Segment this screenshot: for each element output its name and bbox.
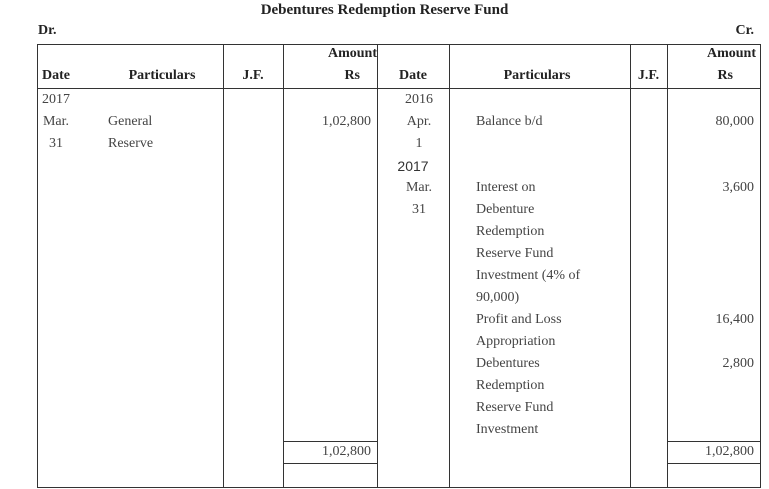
credit-date-year: 2016 [405, 92, 433, 107]
credit-label: Cr. [735, 23, 754, 38]
header-particulars: Particulars [128, 68, 196, 83]
credit-date-day: 31 [412, 202, 426, 217]
debit-total: 1,02,800 [322, 444, 371, 459]
debit-total-rule-bottom [283, 463, 378, 464]
header-jf: J.F. [637, 68, 660, 83]
credit-particulars-line: Debentures [476, 356, 540, 371]
debit-particulars-line: General [108, 114, 153, 129]
col-divider-center [377, 44, 378, 488]
debit-label: Dr. [38, 23, 57, 38]
credit-total: 1,02,800 [705, 444, 754, 459]
credit-particulars-line: 90,000) [476, 290, 520, 305]
credit-particulars-line: Interest on [476, 180, 536, 195]
credit-particulars-line: Reserve Fund [476, 246, 554, 261]
credit-particulars-line: Appropriation [476, 334, 556, 349]
col-divider [223, 44, 224, 488]
credit-amount: 80,000 [715, 114, 754, 129]
credit-total-rule-bottom [667, 463, 761, 464]
col-divider [630, 44, 631, 488]
col-divider [449, 44, 450, 488]
credit-particulars-line: Profit and Loss [476, 312, 562, 327]
header-date: Date [399, 68, 427, 83]
credit-amount: 3,600 [722, 180, 754, 195]
credit-particulars: Balance b/d [476, 114, 543, 129]
border-top [37, 44, 761, 45]
credit-date-year: 2017 [397, 158, 429, 174]
debit-date-month: Mar. [42, 114, 70, 129]
credit-particulars-line: Debenture [476, 202, 535, 217]
col-divider [283, 44, 284, 488]
credit-particulars-line: Redemption [476, 224, 545, 239]
ledger-table [37, 44, 761, 488]
header-amount: Amount [706, 46, 756, 61]
header-particulars: Particulars [503, 68, 571, 83]
credit-date-month: Apr. [406, 114, 432, 129]
debit-amount: 1,02,800 [322, 114, 371, 129]
header-amount-unit: Rs [344, 68, 360, 83]
credit-particulars-line: Investment [476, 422, 539, 437]
header-date: Date [42, 68, 70, 83]
debit-particulars-line: Reserve [108, 136, 154, 151]
credit-date-day: 1 [415, 136, 423, 151]
header-amount-unit: Rs [717, 68, 733, 83]
debit-date-day: 31 [49, 136, 63, 151]
border-bottom [37, 487, 761, 488]
border-right [760, 44, 761, 488]
credit-particulars-line: Investment (4% of [476, 268, 581, 283]
header-amount: Amount [327, 46, 377, 61]
credit-date-month: Mar. [405, 180, 433, 195]
debit-date-year: 2017 [42, 92, 70, 107]
credit-particulars-line: Redemption [476, 378, 545, 393]
credit-amount: 2,800 [722, 356, 754, 371]
header-jf: J.F. [242, 68, 264, 83]
credit-amount: 16,400 [715, 312, 754, 327]
credit-particulars-line: Reserve Fund [476, 400, 554, 415]
ledger-title: Debentures Redemption Reserve Fund [260, 2, 509, 18]
